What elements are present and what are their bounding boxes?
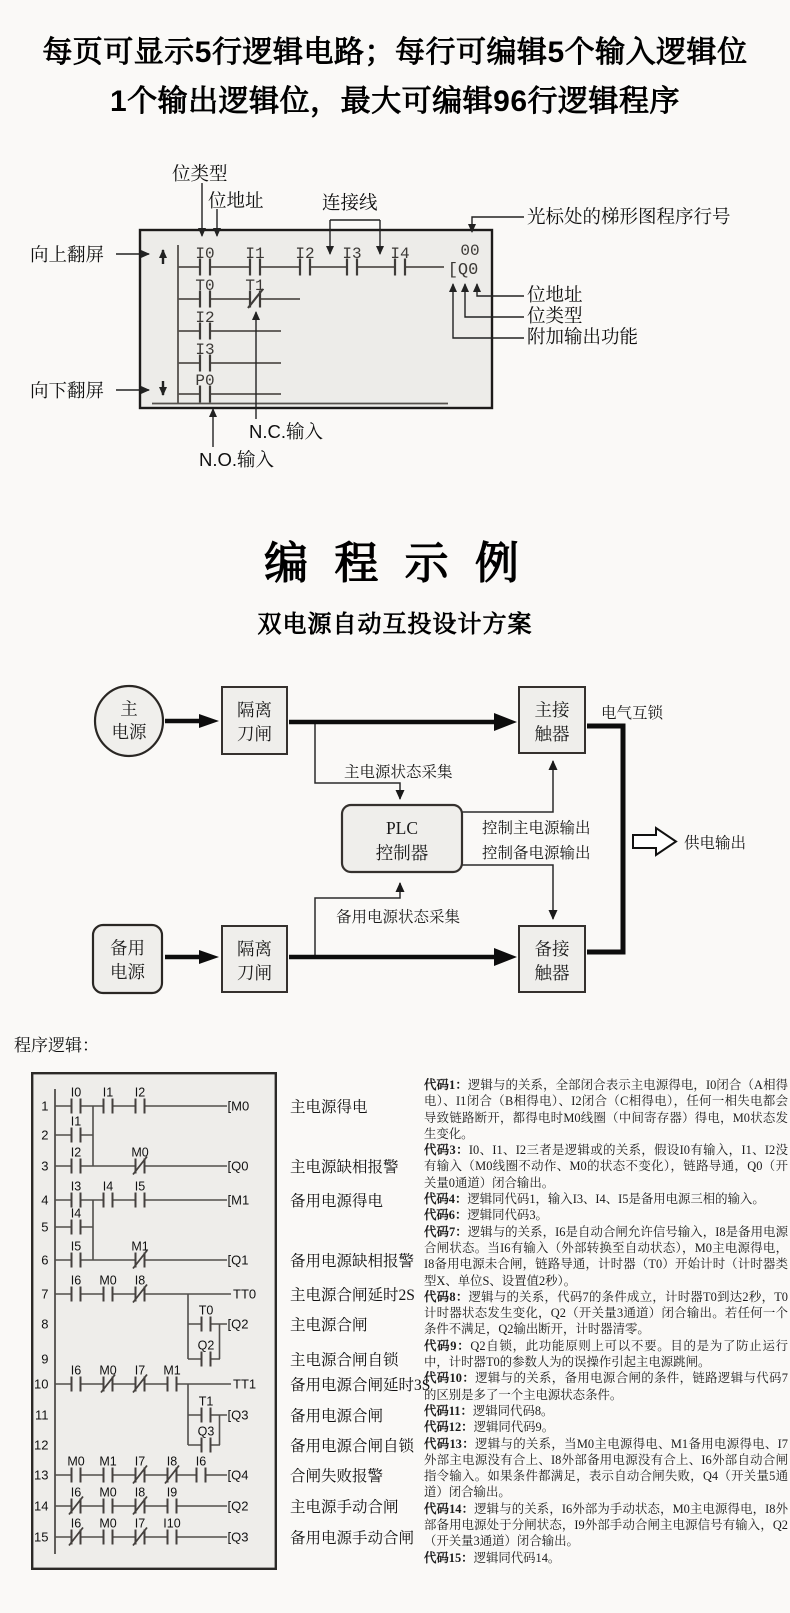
- contact-label: M1: [99, 1454, 117, 1469]
- contact-label: I7: [134, 1454, 146, 1469]
- program-ladder-figure: [31, 1072, 277, 1570]
- label-no-input: N.O.输入: [199, 449, 275, 470]
- isolator2-label-2: 刀闸: [237, 963, 272, 983]
- contact-label: M0: [67, 1454, 85, 1469]
- code-note-label: 代码14：: [424, 1501, 475, 1516]
- cell-r5: P0: [195, 372, 215, 390]
- ladder-editor-figure: [0, 150, 790, 482]
- interlock-label: 电气互锁: [601, 705, 664, 722]
- rung-number: 3: [41, 1158, 49, 1174]
- contact-label: M0: [99, 1485, 117, 1500]
- rung-caption: 备用电源缺相报警: [290, 1253, 415, 1270]
- contact-label: I0: [70, 1085, 82, 1100]
- contact-label: I8: [166, 1454, 178, 1469]
- main-status-label: 主电源状态采集: [344, 764, 453, 781]
- code-note-label: 代码6：: [424, 1208, 468, 1223]
- contact-label: I6: [70, 1363, 82, 1378]
- code-note: 代码4：逻辑同代码1，输入I3、I4、I5是备用电源三相的输入。: [424, 1192, 765, 1207]
- rung-number: 9: [41, 1351, 49, 1367]
- code-note-label: 代码7：: [424, 1224, 468, 1239]
- contact-label: I7: [134, 1363, 146, 1378]
- code-note-label: 代码9：: [424, 1338, 471, 1353]
- label-cursor-row: 光标处的梯形图程序行号: [527, 206, 731, 227]
- code-note: 代码7：逻辑与的关系，I6是自动合闸允许信号输入，I8是备用电源合闸状态。当I6有输入（外部转换至自动状态），M0主电源得电，I8备用电源未合闸，链路导通，计时器（T0）开始计时（计时器类型X、单位S、设置值2秒）。: [424, 1224, 788, 1288]
- rung-output: [Q2: [227, 1316, 249, 1332]
- label-bit-type-right: 位类型: [527, 305, 583, 326]
- isolator1-label-2: 刀闸: [237, 724, 272, 744]
- label-bit-addr-top: 位地址: [208, 190, 264, 211]
- cell-i3: I3: [342, 245, 362, 263]
- rung-output: TT0: [233, 1286, 257, 1302]
- rung-caption: 备用电源手动合闸: [290, 1530, 415, 1547]
- label-page-down: 向下翻屏: [30, 380, 105, 401]
- contact-label: I8: [134, 1273, 146, 1288]
- cell-i0: I0: [195, 245, 215, 263]
- backup-status-label: 备用电源状态采集: [336, 909, 461, 926]
- rung-number: 7: [41, 1286, 49, 1302]
- rung-number: 4: [41, 1192, 49, 1208]
- contact-label: I5: [134, 1179, 146, 1194]
- rung-output: [Q2: [227, 1498, 249, 1514]
- rung-output: [Q1: [227, 1252, 249, 1268]
- cell-t1: T1: [245, 277, 265, 295]
- contact-label: I2: [134, 1085, 146, 1100]
- contact-label: I7: [134, 1516, 146, 1531]
- rung-caption: 主电源手动合闸: [290, 1499, 399, 1516]
- rung-output: [Q3: [227, 1529, 249, 1545]
- contact-label: M0: [99, 1273, 117, 1288]
- code-note: 代码13：逻辑与的关系，当M0主电源得电、M1备用电源得电、I7外部主电源没有合上、I8外部备用电源没有合上、I6外部自动合闸指令输入。如果条件都满足，表示自动合闸失败，Q4（开关量5通道）闭合输出。: [424, 1436, 788, 1500]
- label-connector: 连接线: [322, 192, 378, 213]
- label-bit-type-top: 位类型: [172, 163, 228, 184]
- code-note: 代码9：Q2自锁，此功能原则上可以不要。目的是为了防止运行中，计时器T0的参数人为的误操作引起主电源跳闸。: [424, 1338, 788, 1370]
- rung-output: [Q3: [227, 1407, 249, 1423]
- code-note: 代码14：逻辑与的关系，I6外部为手动状态，M0主电源得电，I8外部备用电源处于分闸状态，I9外部手动合闸主电源信号有输入，Q2（开关量3通道）闭合输出。: [424, 1501, 789, 1549]
- logic-section-label: 程序逻辑：: [14, 1036, 99, 1055]
- main-power-label-2: 电源: [111, 722, 147, 742]
- rung-number: 14: [34, 1498, 49, 1514]
- heading-line1: 每页可显示5行逻辑电路；每行可编辑5个输入逻辑位: [42, 36, 748, 69]
- code-note: 代码12：逻辑同代码9。: [424, 1420, 555, 1435]
- ctrl-backup-label: 控制备电源输出: [482, 845, 591, 862]
- rung-number: 6: [41, 1252, 49, 1268]
- code-note: 代码11：逻辑同代码8。: [424, 1403, 554, 1418]
- contact-label: I6: [70, 1485, 82, 1500]
- isolator1-label-1: 隔离: [237, 700, 272, 720]
- rung-caption: 主电源得电: [290, 1099, 368, 1116]
- rung-caption: 主电源合闸自锁: [290, 1352, 399, 1369]
- main-contactor-label-1: 主接: [534, 700, 570, 720]
- section-subtitle: 双电源自动互投设计方案: [257, 611, 533, 638]
- contact-label: I4: [70, 1206, 82, 1221]
- contact-label: I4: [102, 1179, 114, 1194]
- rung-caption: 备用电源得电: [290, 1193, 384, 1210]
- cell-i1: I1: [245, 245, 265, 263]
- ctrl-main-label: 控制主电源输出: [482, 820, 591, 837]
- main-power-node: [95, 686, 163, 756]
- rung-number: 11: [35, 1407, 49, 1423]
- block-diagram-figure: [0, 650, 790, 998]
- supply-output-label: 供电输出: [684, 835, 747, 852]
- code-note: 代码1：逻辑与的关系，全部闭合表示主电源得电，I0闭合（A相得电）、I1闭合（B相得电）、I2闭合（C相得电），任何一相失电都会导致链路断开，都得电时M0线圈（中间寄存器）得电，M0状态发生变化。: [424, 1078, 788, 1141]
- code-note-label: 代码11：: [424, 1403, 473, 1418]
- rung-number: 13: [34, 1467, 49, 1483]
- code-note-label: 代码12：: [424, 1420, 474, 1435]
- code-note-label: 代码13：: [424, 1436, 475, 1451]
- contact-label: I6: [195, 1454, 207, 1469]
- contact-label: I6: [70, 1516, 82, 1531]
- rung-caption: 合闸失败报警: [290, 1468, 384, 1485]
- heading-line2: 1个输出逻辑位，最大可编辑96行逻辑程序: [109, 85, 681, 118]
- backup-power-label-1: 备用: [110, 938, 145, 958]
- cell-output: [Q0: [447, 261, 479, 280]
- code-notes: [424, 1077, 788, 1566]
- main-power-label-1: 主: [120, 699, 138, 719]
- contact-label: M1: [163, 1363, 181, 1378]
- rung-caption: 备用电源合闸: [290, 1408, 384, 1425]
- cell-t0: T0: [195, 277, 215, 295]
- backup-contactor-label-2: 触器: [534, 963, 570, 983]
- cell-r3: I2: [195, 309, 215, 327]
- contact-label: I6: [70, 1273, 82, 1288]
- rung-number: 1: [41, 1098, 49, 1114]
- section-title: 编 程 示 例: [264, 539, 526, 588]
- cell-i4: I4: [390, 245, 410, 263]
- rung-number: 2: [41, 1127, 49, 1143]
- rung-output: [Q4: [227, 1467, 249, 1483]
- rung-number: 12: [34, 1437, 49, 1453]
- node-labels: [110, 699, 570, 983]
- rung-caption: 备用电源合闸延时3S: [290, 1377, 431, 1394]
- contact-label: M1: [131, 1239, 149, 1254]
- contact-label: M0: [99, 1363, 117, 1378]
- page-heading: [0, 28, 790, 126]
- contact-label: Q2: [197, 1338, 215, 1353]
- contact-label: Q3: [197, 1424, 215, 1439]
- contact-label: M0: [131, 1145, 149, 1160]
- rung-caption: 主电源缺相报警: [290, 1159, 399, 1176]
- plc-label-1: PLC: [385, 818, 419, 838]
- rung-output: [Q0: [227, 1158, 249, 1174]
- contact-label: I9: [166, 1485, 178, 1500]
- code-note-label: 代码10：: [424, 1371, 476, 1386]
- code-note: 代码3：I0、I1、I2三者是逻辑或的关系，假设I0有输入，I1、I2没有输入（M0线圈不动作、M0的状态不变化），链路导通，Q0（开关量0通道）闭合输出。: [424, 1143, 788, 1190]
- backup-power-node: [93, 925, 162, 993]
- main-contactor-label-2: 触器: [534, 724, 570, 744]
- label-nc-input: N.C.输入: [249, 421, 324, 442]
- rung-output: [M1: [227, 1192, 250, 1208]
- code-note-label: 代码1：: [424, 1078, 468, 1092]
- rung-output: TT1: [233, 1376, 257, 1392]
- cell-r4: I3: [195, 341, 215, 359]
- rung-output: [M0: [227, 1098, 250, 1114]
- rung-caption: 主电源合闸: [290, 1317, 368, 1334]
- label-bit-addr-right: 位地址: [527, 284, 583, 305]
- cell-i2: I2: [295, 245, 315, 263]
- contact-label: I8: [134, 1485, 146, 1500]
- contact-label: I5: [70, 1239, 82, 1254]
- plc-label-2: 控制器: [375, 843, 429, 863]
- contact-label: I3: [70, 1179, 82, 1194]
- code-note: 代码6：逻辑同代码3。: [424, 1208, 548, 1223]
- contact-label: I1: [102, 1085, 114, 1100]
- supply-output-arrow: [633, 828, 676, 855]
- isolator2-label-1: 隔离: [237, 939, 272, 959]
- code-note-label: 代码4：: [424, 1192, 468, 1207]
- contact-label: I1: [70, 1114, 82, 1129]
- rung-caption: 主电源合闸延时2S: [290, 1287, 415, 1304]
- cell-lineno: 00: [460, 242, 480, 260]
- backup-contactor-label-1: 备接: [534, 939, 570, 959]
- code-note-label: 代码8：: [424, 1289, 469, 1304]
- code-note: 代码10：逻辑与的关系，备用电源合闸的条件，链路逻辑与代码7的区别是多了一个主电源状态条件。: [424, 1371, 789, 1402]
- contact-label: T1: [198, 1394, 214, 1409]
- label-extra-output: 附加输出功能: [527, 326, 639, 347]
- editor-screen-box: [140, 230, 492, 408]
- contact-label: M0: [99, 1516, 117, 1531]
- code-note: 代码15：逻辑同代码14。: [424, 1550, 561, 1565]
- contact-label: I10: [163, 1516, 181, 1531]
- backup-power-label-2: 电源: [110, 962, 145, 982]
- label-page-up: 向上翻屏: [30, 244, 105, 265]
- rung-number: 5: [41, 1219, 49, 1235]
- rung-number: 15: [34, 1529, 49, 1545]
- rung-caption: 备用电源合闸自锁: [290, 1438, 415, 1455]
- contact-label: T0: [198, 1303, 214, 1318]
- contact-label: I2: [70, 1145, 82, 1160]
- code-note-label: 代码15：: [424, 1550, 474, 1565]
- code-note: 代码8：逻辑与的关系，代码7的条件成立，计时器T0到达2秒，T0计时器状态发生变化，Q2（开关量3通道）闭合输出。若任何一个条件不满足，Q2输出断开，计时器清零。: [424, 1289, 789, 1337]
- rung-number: 10: [34, 1376, 49, 1392]
- rung-number: 8: [41, 1316, 49, 1332]
- code-note-label: 代码3：: [424, 1143, 469, 1158]
